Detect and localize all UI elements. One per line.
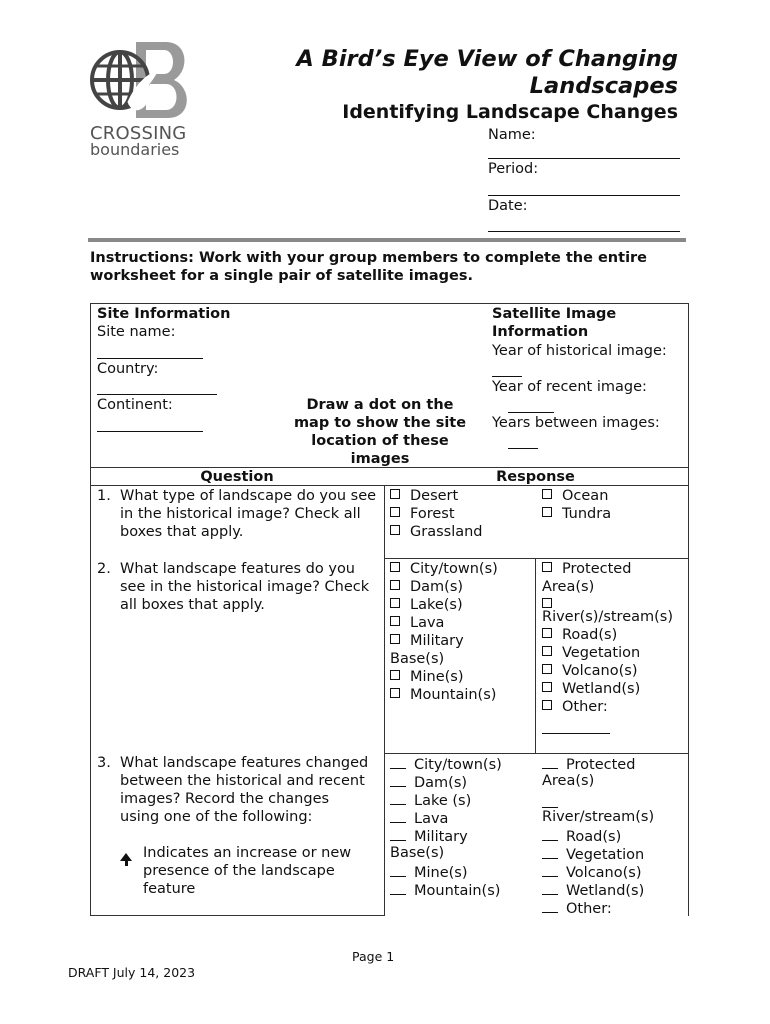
question-3-text: What landscape features changed between the historical and recent images? Record the changes using one of the following:	[120, 755, 369, 825]
checkbox-icon[interactable]	[542, 664, 552, 674]
draft-date: DRAFT July 14, 2023	[68, 965, 196, 980]
years-between-field[interactable]	[508, 434, 538, 449]
q3-option-city[interactable]: City/town(s)	[390, 754, 502, 774]
map-prompt: Draw a dot on the map to show the site location of these images	[293, 397, 467, 467]
q1-option-desert[interactable]: Desert	[390, 487, 458, 505]
years-between-label: Years between images:	[492, 415, 660, 431]
logo-text-boundaries: boundaries	[90, 140, 180, 159]
q3-river-blank[interactable]	[542, 793, 558, 808]
question-2-number: 2.	[97, 561, 111, 577]
question-2-text: What landscape features do you see in the historical image? Check all boxes that apply.	[120, 561, 370, 613]
period-label: Period:	[488, 161, 539, 177]
checkbox-icon[interactable]	[390, 525, 400, 535]
satellite-info-heading: Satellite Image Information	[492, 306, 617, 340]
q3-option-river: River/stream(s)	[542, 809, 655, 825]
q2-option-wetland[interactable]: Wetland(s)	[542, 680, 640, 698]
q1-option-tundra[interactable]: Tundra	[542, 505, 611, 523]
q1-option-ocean[interactable]: Ocean	[542, 487, 608, 505]
historical-year-field[interactable]	[492, 362, 522, 377]
response-header: Response	[496, 469, 575, 485]
section-divider	[88, 238, 686, 242]
checkbox-icon[interactable]	[542, 598, 552, 608]
q3-option-road[interactable]: Road(s)	[542, 826, 621, 846]
q2-option-river: River(s)/stream(s)	[542, 609, 674, 625]
checkbox-icon[interactable]	[390, 634, 400, 644]
question-3-number: 3.	[97, 755, 111, 771]
q3-option-military[interactable]: Military	[390, 826, 468, 846]
date-field[interactable]	[488, 231, 680, 232]
checkbox-icon[interactable]	[390, 616, 400, 626]
title-line-1: A Bird’s Eye View of Changing	[296, 46, 678, 72]
checkbox-icon[interactable]	[390, 562, 400, 572]
q2-option-military-cont: Base(s)	[390, 651, 445, 667]
checkbox-icon[interactable]	[390, 580, 400, 590]
checkbox-icon[interactable]	[390, 688, 400, 698]
q3-option-other[interactable]: Other:	[542, 898, 612, 918]
q2-option-city[interactable]: City/town(s)	[390, 560, 498, 578]
checkbox-icon[interactable]	[390, 489, 400, 499]
q3-option-lava[interactable]: Lava	[390, 808, 448, 828]
q3-option-protected-cont: Area(s)	[542, 773, 595, 789]
continent-label: Continent:	[97, 397, 173, 413]
name-label: Name:	[488, 127, 536, 143]
page-number: Page 1	[352, 949, 395, 964]
q2-option-lava[interactable]: Lava	[390, 614, 444, 632]
q2-option-other[interactable]: Other:	[542, 698, 608, 716]
q2-option-dam[interactable]: Dam(s)	[390, 578, 463, 596]
q2-option-vegetation[interactable]: Vegetation	[542, 644, 640, 662]
name-field[interactable]	[488, 158, 680, 159]
q2-option-lake[interactable]: Lake(s)	[390, 596, 463, 614]
q2-option-mine[interactable]: Mine(s)	[390, 668, 464, 686]
checkbox-icon[interactable]	[542, 700, 552, 710]
checkbox-icon[interactable]	[542, 489, 552, 499]
q3-option-mine[interactable]: Mine(s)	[390, 862, 468, 882]
date-label: Date:	[488, 198, 528, 214]
q2-option-military[interactable]: Military	[390, 632, 464, 650]
site-name-label: Site name:	[97, 324, 176, 340]
up-arrow-icon	[120, 853, 132, 861]
title-line-2: Landscapes	[529, 73, 678, 99]
checkbox-icon[interactable]	[542, 628, 552, 638]
q1-option-forest[interactable]: Forest	[390, 505, 455, 523]
continent-field[interactable]	[97, 417, 203, 432]
page-subtitle: Identifying Landscape Changes	[342, 101, 678, 123]
question-header: Question	[200, 469, 274, 485]
period-field[interactable]	[488, 195, 680, 196]
q3-option-volcano[interactable]: Volcano(s)	[542, 862, 641, 882]
checkbox-icon[interactable]	[542, 562, 552, 572]
checkbox-icon[interactable]	[542, 507, 552, 517]
q3-option-dam[interactable]: Dam(s)	[390, 772, 467, 792]
question-1-text: What type of landscape do you see in the historical image? Check all boxes that apply.	[120, 488, 377, 540]
q2-other-field[interactable]	[542, 719, 610, 734]
recent-year-field[interactable]	[508, 398, 554, 413]
q1-option-grassland[interactable]: Grassland	[390, 523, 483, 541]
country-label: Country:	[97, 361, 159, 377]
q2-option-mountain[interactable]: Mountain(s)	[390, 686, 496, 704]
checkbox-icon[interactable]	[390, 670, 400, 680]
q3-option-vegetation[interactable]: Vegetation	[542, 844, 644, 864]
site-name-field[interactable]	[97, 344, 203, 359]
question-3-legend: Indicates an increase or new presence of the landscape feature	[143, 845, 352, 897]
q3-option-lake[interactable]: Lake (s)	[390, 790, 471, 810]
q2-option-protected-cont: Area(s)	[542, 579, 595, 595]
country-field[interactable]	[97, 380, 217, 395]
q3-option-military-cont: Base(s)	[390, 845, 445, 861]
question-1-number: 1.	[97, 488, 111, 504]
q2-option-protected[interactable]: Protected	[542, 560, 631, 578]
q2-option-volcano[interactable]: Volcano(s)	[542, 662, 637, 680]
q3-option-protected[interactable]: Protected	[542, 754, 635, 774]
recent-year-label: Year of recent image:	[492, 379, 647, 395]
instructions: Instructions: Work with your group members to complete the entire worksheet for a single pair of satellite images.	[90, 250, 648, 284]
historical-year-label: Year of historical image:	[492, 343, 667, 359]
q2-option-road[interactable]: Road(s)	[542, 626, 617, 644]
q3-option-wetland[interactable]: Wetland(s)	[542, 880, 644, 900]
logo-text-crossing: CROSSING	[90, 123, 187, 144]
checkbox-icon[interactable]	[542, 646, 552, 656]
checkbox-icon[interactable]	[390, 598, 400, 608]
q3-option-mountain[interactable]: Mountain(s)	[390, 880, 500, 900]
site-info-heading: Site Information	[97, 306, 231, 322]
checkbox-icon[interactable]	[390, 507, 400, 517]
checkbox-icon[interactable]	[542, 682, 552, 692]
page-title	[258, 46, 678, 100]
